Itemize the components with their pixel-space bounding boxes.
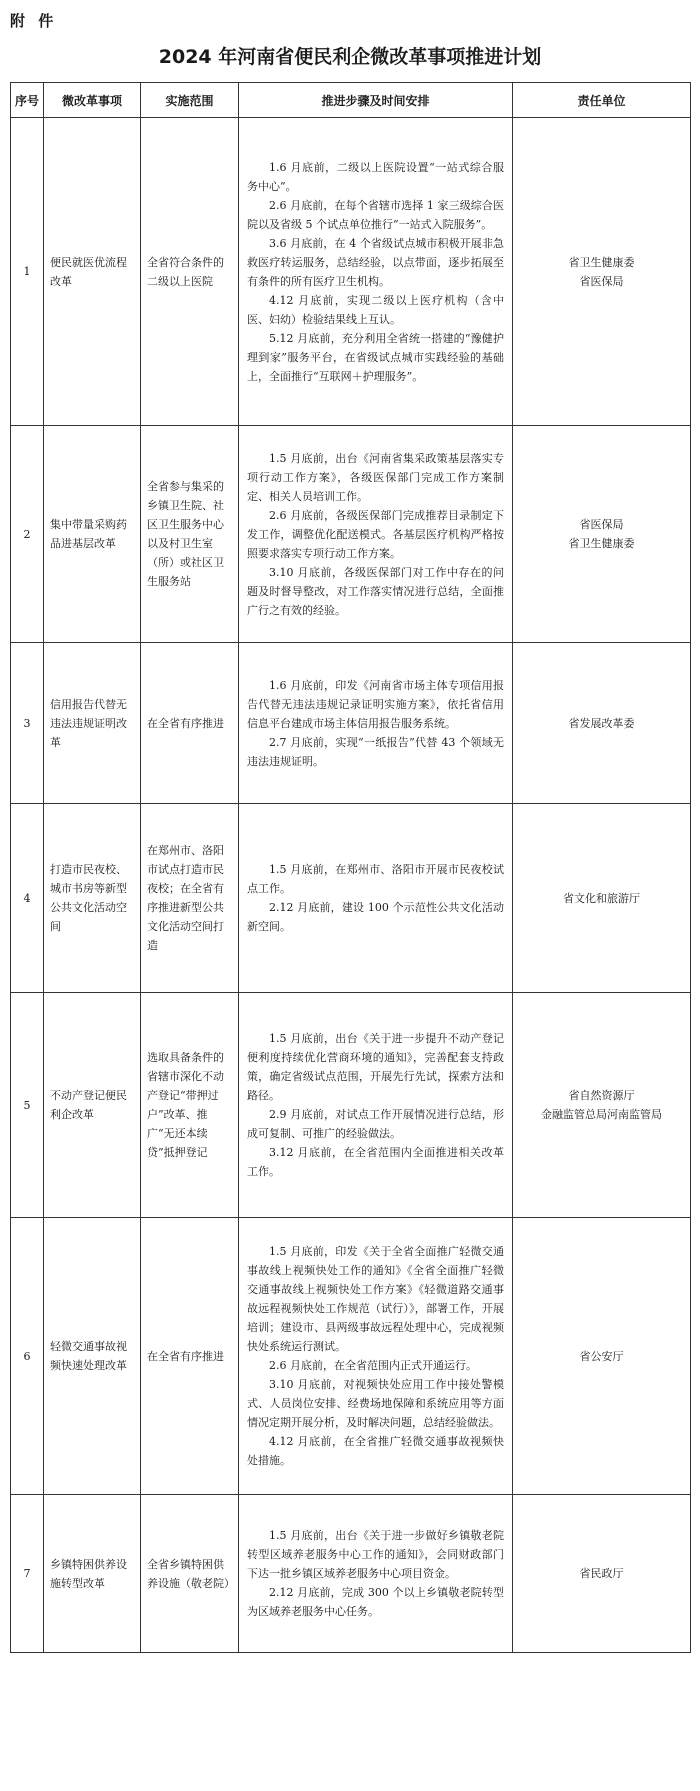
step-item: 1.5 月底前，出台《关于进一步提升不动产登记便利度持续优化营商环境的通知》，完善配套支持政策，确定省级试点范围，开展先行先试，探索方法和路径。 xyxy=(247,1032,504,1102)
schedule-steps xyxy=(239,1495,513,1653)
table-row xyxy=(11,1495,691,1653)
implementation-scope: 在郑州市、洛阳市试点打造市民夜校；在全省有序推进新型公共文化活动空间打造 xyxy=(141,804,239,993)
responsible-units xyxy=(513,118,691,426)
reform-item: 轻微交通事故视频快速处理改革 xyxy=(44,1218,141,1495)
unit-name: 省民政厅 xyxy=(579,1567,624,1580)
column-header-steps: 推进步骤及时间安排 xyxy=(239,83,513,118)
reform-item: 乡镇特困供养设施转型改革 xyxy=(44,1495,141,1653)
unit-name: 省发展改革委 xyxy=(568,716,635,730)
unit-name: 省卫生健康委 xyxy=(568,537,635,550)
step-item: 3.10 月底前，对视频快处应用工作中接处警模式、人员岗位安排、经费场地保障和系统应用等方面情况定期开展分析，及时解决问题，总结经验做法。 xyxy=(247,1378,504,1429)
row-index: 7 xyxy=(11,1495,44,1653)
schedule-steps xyxy=(239,643,513,804)
responsible-units xyxy=(513,643,691,804)
step-item: 2.12 月底前，建设 100 个示范性公共文化活动新空间。 xyxy=(247,901,504,933)
implementation-scope: 全省参与集采的乡镇卫生院、社区卫生服务中心以及村卫生室（所）或社区卫生服务站 xyxy=(141,426,239,643)
column-header-index: 序号 xyxy=(11,83,44,118)
step-item: 1.6 月底前，印发《河南省市场主体专项信用报告代替无违法违规记录证明实施方案》，依托省信用信息平台建成市场主体信用报告服务系统。 xyxy=(247,678,504,730)
responsible-units xyxy=(513,1218,691,1495)
page-title: 2024 年河南省便民利企微改革事项推进计划 xyxy=(158,46,542,68)
step-item: 2.6 月底前，各级医保部门完成推荐目录制定下发工作，调整优化配送模式。各基层医疗机构严格按照要求落实专项行动工作方案。 xyxy=(247,508,504,560)
schedule-steps xyxy=(239,1218,513,1495)
unit-name: 省文化和旅游厅 xyxy=(563,891,640,905)
row-index: 3 xyxy=(11,643,44,804)
step-item: 3.12 月底前，在全省范围内全面推进相关改革工作。 xyxy=(247,1146,504,1178)
table-row xyxy=(11,1218,691,1495)
step-item: 2.6 月底前，在每个省辖市选择 1 家三级综合医院以及省级 5 个试点单位推行“一站式入院服务”。 xyxy=(247,198,504,231)
column-header-item: 微改革事项 xyxy=(44,83,141,118)
implementation-scope: 全省乡镇特困供养设施（敬老院） xyxy=(141,1495,239,1653)
row-index: 5 xyxy=(11,993,44,1218)
reform-item: 便民就医优流程改革 xyxy=(44,118,141,426)
schedule-steps xyxy=(239,993,513,1218)
responsible-units xyxy=(513,804,691,993)
step-item: 4.12 月底前，实现二级以上医疗机构（含中医、妇幼）检验结果线上互认。 xyxy=(247,293,504,326)
plan-table xyxy=(10,82,691,1653)
reform-item: 不动产登记便民利企改革 xyxy=(44,993,141,1218)
responsible-units xyxy=(513,993,691,1218)
table-row xyxy=(11,426,691,643)
step-item: 2.6 月底前，在全省范围内正式开通运行。 xyxy=(269,1359,477,1372)
step-item: 1.5 月底前，出台《河南省集采政策基层落实专项行动工作方案》，各级医保部门完成工作方案制定、相关人员培训工作。 xyxy=(247,451,504,503)
unit-name: 省公安厅 xyxy=(579,1349,624,1363)
table-row xyxy=(11,118,691,426)
step-item: 4.12 月底前，在全省推广轻微交通事故视频快处措施。 xyxy=(247,1435,504,1467)
step-item: 1.6 月底前，二级以上医院设置“一站式综合服务中心”。 xyxy=(247,160,504,193)
step-item: 2.9 月底前，对试点工作开展情况进行总结，形成可复制、可推广的经验做法。 xyxy=(247,1108,504,1140)
step-item: 2.7 月底前，实现“一纸报告”代替 43 个领域无违法违规证明。 xyxy=(247,735,504,768)
step-item: 1.5 月底前，出台《关于进一步做好乡镇敬老院转型区域养老服务中心工作的通知》，会同财政部门下达一批乡镇区域养老服务中心项目资金。 xyxy=(247,1529,504,1580)
unit-name: 省自然资源厅 xyxy=(568,1089,635,1102)
reform-item: 打造市民夜校、城市书房等新型公共文化活动空间 xyxy=(44,804,141,993)
implementation-scope: 全省符合条件的二级以上医院 xyxy=(141,118,239,426)
step-item: 1.5 月底前，在郑州市、洛阳市开展市民夜校试点工作。 xyxy=(247,863,504,895)
table-row xyxy=(11,643,691,804)
table-row xyxy=(11,804,691,993)
attachment-label: 附 件 xyxy=(10,12,58,30)
row-index: 2 xyxy=(11,426,44,643)
implementation-scope: 选取具备条件的省辖市深化不动产登记“带押过户”改革、推广“无还本续贷”抵押登记 xyxy=(141,993,239,1218)
schedule-steps xyxy=(239,804,513,993)
unit-name: 省卫生健康委 xyxy=(568,255,635,269)
responsible-units xyxy=(513,426,691,643)
step-item: 1.5 月底前，印发《关于全省全面推广轻微交通事故线上视频快处工作的通知》《全省全面推广轻微交通事故线上视频快处工作方案》《轻微道路交通事故远程视频快处工作规范（试行）》，部署工作，开展培训；建设市、县两级事故远程处理中心，完成视频快处系统运行测试。 xyxy=(247,1245,504,1353)
step-item: 2.12 月底前，完成 300 个以上乡镇敬老院转型为区域养老服务中心任务。 xyxy=(247,1586,504,1618)
step-item: 5.12 月底前，充分利用全省统一搭建的“豫健护理到家”服务平台，在省级试点城市实践经验的基础上，全面推行“互联网＋护理服务”。 xyxy=(247,331,504,383)
step-item: 3.10 月底前，各级医保部门对工作中存在的问题及时督导整改，对工作落实情况进行总结，全面推广行之有效的经验。 xyxy=(247,565,504,617)
responsible-units xyxy=(513,1495,691,1653)
implementation-scope: 在全省有序推进 xyxy=(141,643,239,804)
row-index: 4 xyxy=(11,804,44,993)
unit-name: 省医保局 xyxy=(579,274,624,288)
reform-item: 集中带量采购药品进基层改革 xyxy=(44,426,141,643)
implementation-scope: 在全省有序推进 xyxy=(141,1218,239,1495)
row-index: 6 xyxy=(11,1218,44,1495)
step-item: 3.6 月底前，在 4 个省级试点城市积极开展非急救医疗转运服务，总结经验，以点带面，逐步拓展至有条件的所有医疗卫生机构。 xyxy=(247,236,504,288)
schedule-steps xyxy=(239,426,513,643)
unit-name: 金融监管总局河南监管局 xyxy=(541,1108,662,1121)
reform-item: 信用报告代替无违法违规证明改革 xyxy=(44,643,141,804)
table-header-row xyxy=(11,83,691,118)
column-header-units: 责任单位 xyxy=(513,83,691,118)
schedule-steps xyxy=(239,118,513,426)
row-index: 1 xyxy=(11,118,44,426)
table-row xyxy=(11,993,691,1218)
unit-name: 省医保局 xyxy=(579,518,624,531)
column-header-scope: 实施范围 xyxy=(141,83,239,118)
